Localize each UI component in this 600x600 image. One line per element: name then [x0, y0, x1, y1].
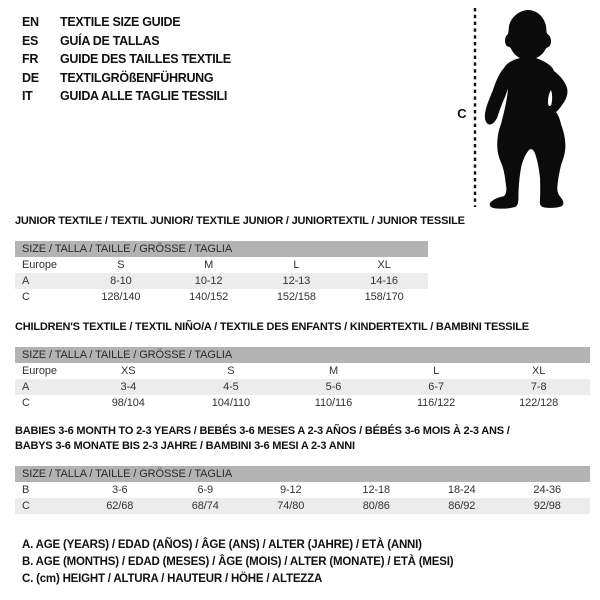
note-height-cm: C. (cm) HEIGHT / ALTURA / HAUTEUR / HÖHE / ALTEZZA	[22, 573, 323, 585]
age-cell: 7-8	[530, 381, 547, 393]
size-header-row: SIZE / TALLA / TAILLE / GRÖSSE / TAGLIA	[15, 347, 590, 363]
height-cell: 86/92	[448, 500, 476, 512]
row-label: C	[22, 397, 30, 409]
language-code: FR	[22, 52, 39, 67]
height-cell: 122/128	[519, 397, 559, 409]
table-row-age-months	[15, 482, 590, 498]
table-title: JUNIOR TEXTILE / TEXTIL JUNIOR/ TEXTILE JUNIOR / JUNIORTEXTIL / JUNIOR TESSILE	[15, 215, 465, 227]
language-title: TEXTILGRÖßENFÜHRUNG	[60, 70, 214, 85]
language-row-it	[22, 87, 231, 106]
age-cell: 12-13	[282, 275, 311, 287]
age-cell: 6-9	[197, 484, 214, 496]
age-cell: 9-12	[279, 484, 302, 496]
language-code: ES	[22, 33, 39, 48]
baby-silhouette-icon	[460, 0, 600, 215]
age-cell: 10-12	[194, 275, 223, 287]
row-label: B	[22, 484, 30, 496]
age-cell: 4-5	[223, 381, 239, 393]
language-row-de	[22, 69, 231, 88]
table-row-europe	[15, 363, 590, 379]
size-cell: L	[293, 259, 300, 271]
height-cell: 92/98	[533, 500, 561, 512]
height-cell: 98/104	[111, 397, 145, 409]
age-cell: 3-6	[111, 484, 128, 496]
language-title: GUIDA ALLE TAGLIE TESSILI	[60, 89, 228, 104]
height-cell: 140/152	[189, 291, 229, 303]
row-label: C	[22, 500, 30, 512]
size-cell: S	[117, 259, 125, 271]
age-cell: 3-4	[120, 381, 137, 393]
height-cell: 68/74	[191, 500, 219, 512]
table-title: CHILDREN'S TEXTILE / TEXTIL NIÑO/A / TEXTILE DES ENFANTS / KINDERTEXTIL / BAMBINI TESSILE	[15, 321, 529, 333]
language-code: EN	[22, 15, 39, 30]
table-row-height	[15, 289, 428, 305]
size-cell: M	[204, 259, 214, 271]
table-title-line1: BABIES 3-6 MONTH TO 2-3 YEARS / BEBÉS 3-6 MESES A 2-3 AÑOS / BÉBÉS 3-6 MOIS À 2-3 ANS /	[15, 425, 510, 437]
size-header-row: SIZE / TALLA / TAILLE / GRÖSSE / TAGLIA	[15, 466, 590, 482]
figure-measure-label: C	[457, 106, 467, 121]
age-cell: 24-36	[533, 484, 562, 496]
row-label: Europe	[22, 365, 57, 377]
language-code: DE	[22, 70, 39, 85]
height-cell: 128/140	[101, 291, 141, 303]
legend-notes	[22, 537, 453, 588]
size-cell: L	[433, 365, 440, 377]
table-row-height	[15, 395, 590, 411]
children-size-table	[15, 320, 590, 411]
age-cell: 18-24	[447, 484, 476, 496]
note-age-years: A. AGE (YEARS) / EDAD (AÑOS) / ÂGE (ANS) / ALTER (JAHRE) / ETÀ (ANNI)	[22, 539, 422, 551]
height-cell: 104/110	[211, 397, 251, 409]
table-row-europe	[15, 257, 428, 273]
table-row-age	[15, 273, 428, 289]
table-title-line2: BABYS 3-6 MONATE BIS 2-3 JAHRE / BAMBINI 3-6 MESI A 2-3 ANNI	[15, 440, 355, 452]
language-title: GUIDE DES TAILLES TEXTILE	[60, 52, 231, 67]
size-cell: XS	[121, 365, 136, 377]
language-list	[22, 13, 231, 106]
language-row-es	[22, 32, 231, 51]
age-cell: 6-7	[428, 381, 444, 393]
row-label: A	[22, 275, 30, 287]
height-cell: 74/80	[277, 500, 305, 512]
height-cell: 152/158	[276, 291, 316, 303]
size-header-row: SIZE / TALLA / TAILLE / GRÖSSE / TAGLIA	[15, 241, 428, 257]
height-cell: 116/122	[416, 397, 456, 409]
age-cell: 8-10	[110, 275, 132, 287]
junior-size-table	[15, 214, 465, 305]
height-cell: 62/68	[106, 500, 134, 512]
age-cell: 14-16	[370, 275, 398, 287]
table-row-age	[15, 379, 590, 395]
language-title: GUÍA DE TALLAS	[60, 33, 160, 48]
height-cell: 158/170	[364, 291, 404, 303]
size-cell: XL	[532, 365, 546, 377]
size-cell: XL	[377, 259, 391, 271]
row-label: Europe	[22, 259, 57, 271]
size-cell: M	[328, 365, 339, 377]
babies-size-table	[15, 424, 590, 514]
baby-silhouette-shape	[485, 10, 568, 209]
age-cell: 12-18	[362, 484, 391, 496]
height-cell: 80/86	[362, 500, 390, 512]
age-cell: 5-6	[325, 381, 342, 393]
height-cell: 110/116	[314, 397, 353, 409]
row-label: C	[22, 291, 30, 303]
table-row-height	[15, 498, 590, 514]
size-cell: S	[227, 365, 235, 377]
note-age-months: B. AGE (MONTHS) / EDAD (MESES) / ÂGE (MOIS) / ALTER (MONATE) / ETÀ (MESI)	[22, 556, 454, 568]
language-row-en	[22, 13, 231, 32]
language-title: TEXTILE SIZE GUIDE	[60, 15, 181, 30]
language-code: IT	[22, 89, 33, 104]
language-row-fr	[22, 50, 231, 69]
row-label: A	[22, 381, 30, 393]
